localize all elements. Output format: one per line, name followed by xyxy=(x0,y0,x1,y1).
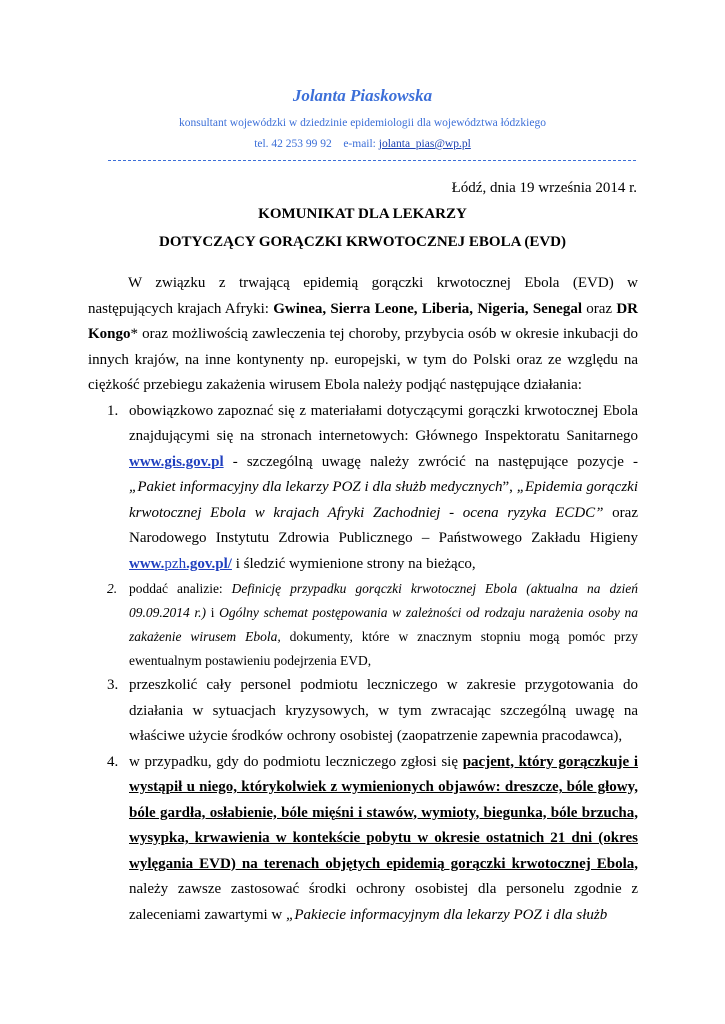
phone-number: tel. 42 253 99 92 xyxy=(254,138,332,150)
item-number: 2. xyxy=(107,581,118,596)
item-text: należy zawsze zastosować środki ochrony osobistej dla personelu zgodnie z zaleceniami zawartymi w xyxy=(129,881,638,923)
pzh-link-part: pzh xyxy=(164,555,187,572)
document-subtitle: DOTYCZĄCY GORĄCZKI KRWOTOCZNEJ EBOLA (EVD) xyxy=(158,234,567,250)
intro-drc: DR Kongo xyxy=(88,300,638,342)
intro-text: W związku z trwającą epidemią gorączki krwotocznej Ebola (EVD) w następujących krajach Afryki: xyxy=(88,275,638,317)
item-number: 3. xyxy=(107,677,119,693)
letterhead-contact xyxy=(0,138,725,150)
item-text: i śledzić wymienione strony na bieżąco, xyxy=(231,555,476,572)
intro-text: oraz xyxy=(581,300,617,317)
item-italic: Definicję przypadku gorączki krwotocznej Ebola (aktualna na dzień 09.09.2014 r.) xyxy=(129,581,638,620)
item-italic: „Pakiecie informacyjnym dla lekarzy POZ i dla służb xyxy=(286,906,608,923)
letterhead-role: konsultant wojewódzki w dziedzinie epidemiologii dla województwa łódzkiego xyxy=(179,117,546,129)
intro-text: * oraz możliwością zawleczenia tej choroby, przybycia osób w okresie inkubacji do innych krajów, na inne kontynenty np. europejski, w tym do Polski oraz ze względu na ciężkość przebiegu zakażenia wirusem Ebola należy podjąć następujące działania: xyxy=(88,326,638,393)
action-list xyxy=(88,399,638,929)
item-italic: „Pakiet informacyjny dla lekarzy POZ i dla służb medycznych xyxy=(129,479,503,495)
email-label: e-mail: xyxy=(343,138,376,150)
item-text: dokumenty, które w znacznym stopniu mogą pomóc przy ewentualnym postawieniu podejrzenia EVD, xyxy=(129,629,638,668)
item-text: oraz Narodowego Instytutu Zdrowia Publicznego – Państwowego Zakładu Higieny xyxy=(129,504,638,546)
item-italic: „Epidemia gorączki krwotocznej Ebola w krajach Afryki Zachodniej - ocena ryzyka ECDC” xyxy=(129,479,638,521)
list-item xyxy=(88,750,638,929)
list-item xyxy=(88,399,638,578)
document-title: KOMUNIKAT DLA LEKARZY xyxy=(258,206,467,222)
item-number: 4. xyxy=(107,753,119,770)
item-text: przeszkolić cały personel podmiotu leczniczego w zakresie przygotowania do działania w sytuacjach kryzysowych, w tym zwracając szczególną uwagę na właściwe użycie środków ochrony osobistej (zaopatrzenie zapewnia pracodawca), xyxy=(129,677,638,744)
pzh-link-part: .gov.pl/ xyxy=(186,555,232,572)
list-item xyxy=(88,673,638,750)
item-number: 1. xyxy=(107,402,119,419)
pzh-link-part: www. xyxy=(129,555,165,572)
item-text: obowiązkowo zapoznać się z materiałami dotyczącymi gorączki krwotocznej Ebola znajdującymi się na stronach internetowych: Głównego Inspektoratu Sanitarnego xyxy=(129,402,638,444)
item-text: i xyxy=(206,605,220,620)
item-text: w przypadku, gdy do podmiotu leczniczego zgłosi się xyxy=(129,753,463,770)
document-body xyxy=(88,271,638,928)
item-text: ”, xyxy=(502,479,517,495)
email-link[interactable]: jolanta_pias@wp.pl xyxy=(378,138,471,150)
intro-countries: Gwinea, Sierra Leone, Liberia, Nigeria, Senegal xyxy=(273,300,582,317)
intro-paragraph xyxy=(88,271,638,399)
letterhead-name: Jolanta Piaskowska xyxy=(292,86,433,105)
item-italic: Ogólny schemat postępowania w zależności od rodzaju narażenia osoby na zakażenie wirusem Ebola, xyxy=(129,605,638,644)
item-underlined: pacjent, który gorączkuje i wystąpił u niego, którykolwiek z wymienionych objawów: dreszcze, bóle głowy, bóle gardła, osłabienie, bóle mięśni i stawów, wymioty, biegunka, bóle brzucha, wysypka, krwawienia w kontekście pobytu w okresie ostatnich 21 dni (okres wylęgania EVD) na terenach objętych epidemią gorączki krwotocznej Ebola, xyxy=(129,753,639,872)
list-item xyxy=(88,577,638,673)
item-text: poddać analizie: xyxy=(129,581,232,596)
letterhead-divider xyxy=(108,160,636,161)
item-text: - szczególną uwagę należy zwrócić na następujące pozycje - xyxy=(223,453,638,470)
pzh-link[interactable] xyxy=(129,556,232,572)
gis-link[interactable]: www.gis.gov.pl xyxy=(129,453,224,470)
document-date: Łódź, dnia 19 września 2014 r. xyxy=(451,180,637,196)
